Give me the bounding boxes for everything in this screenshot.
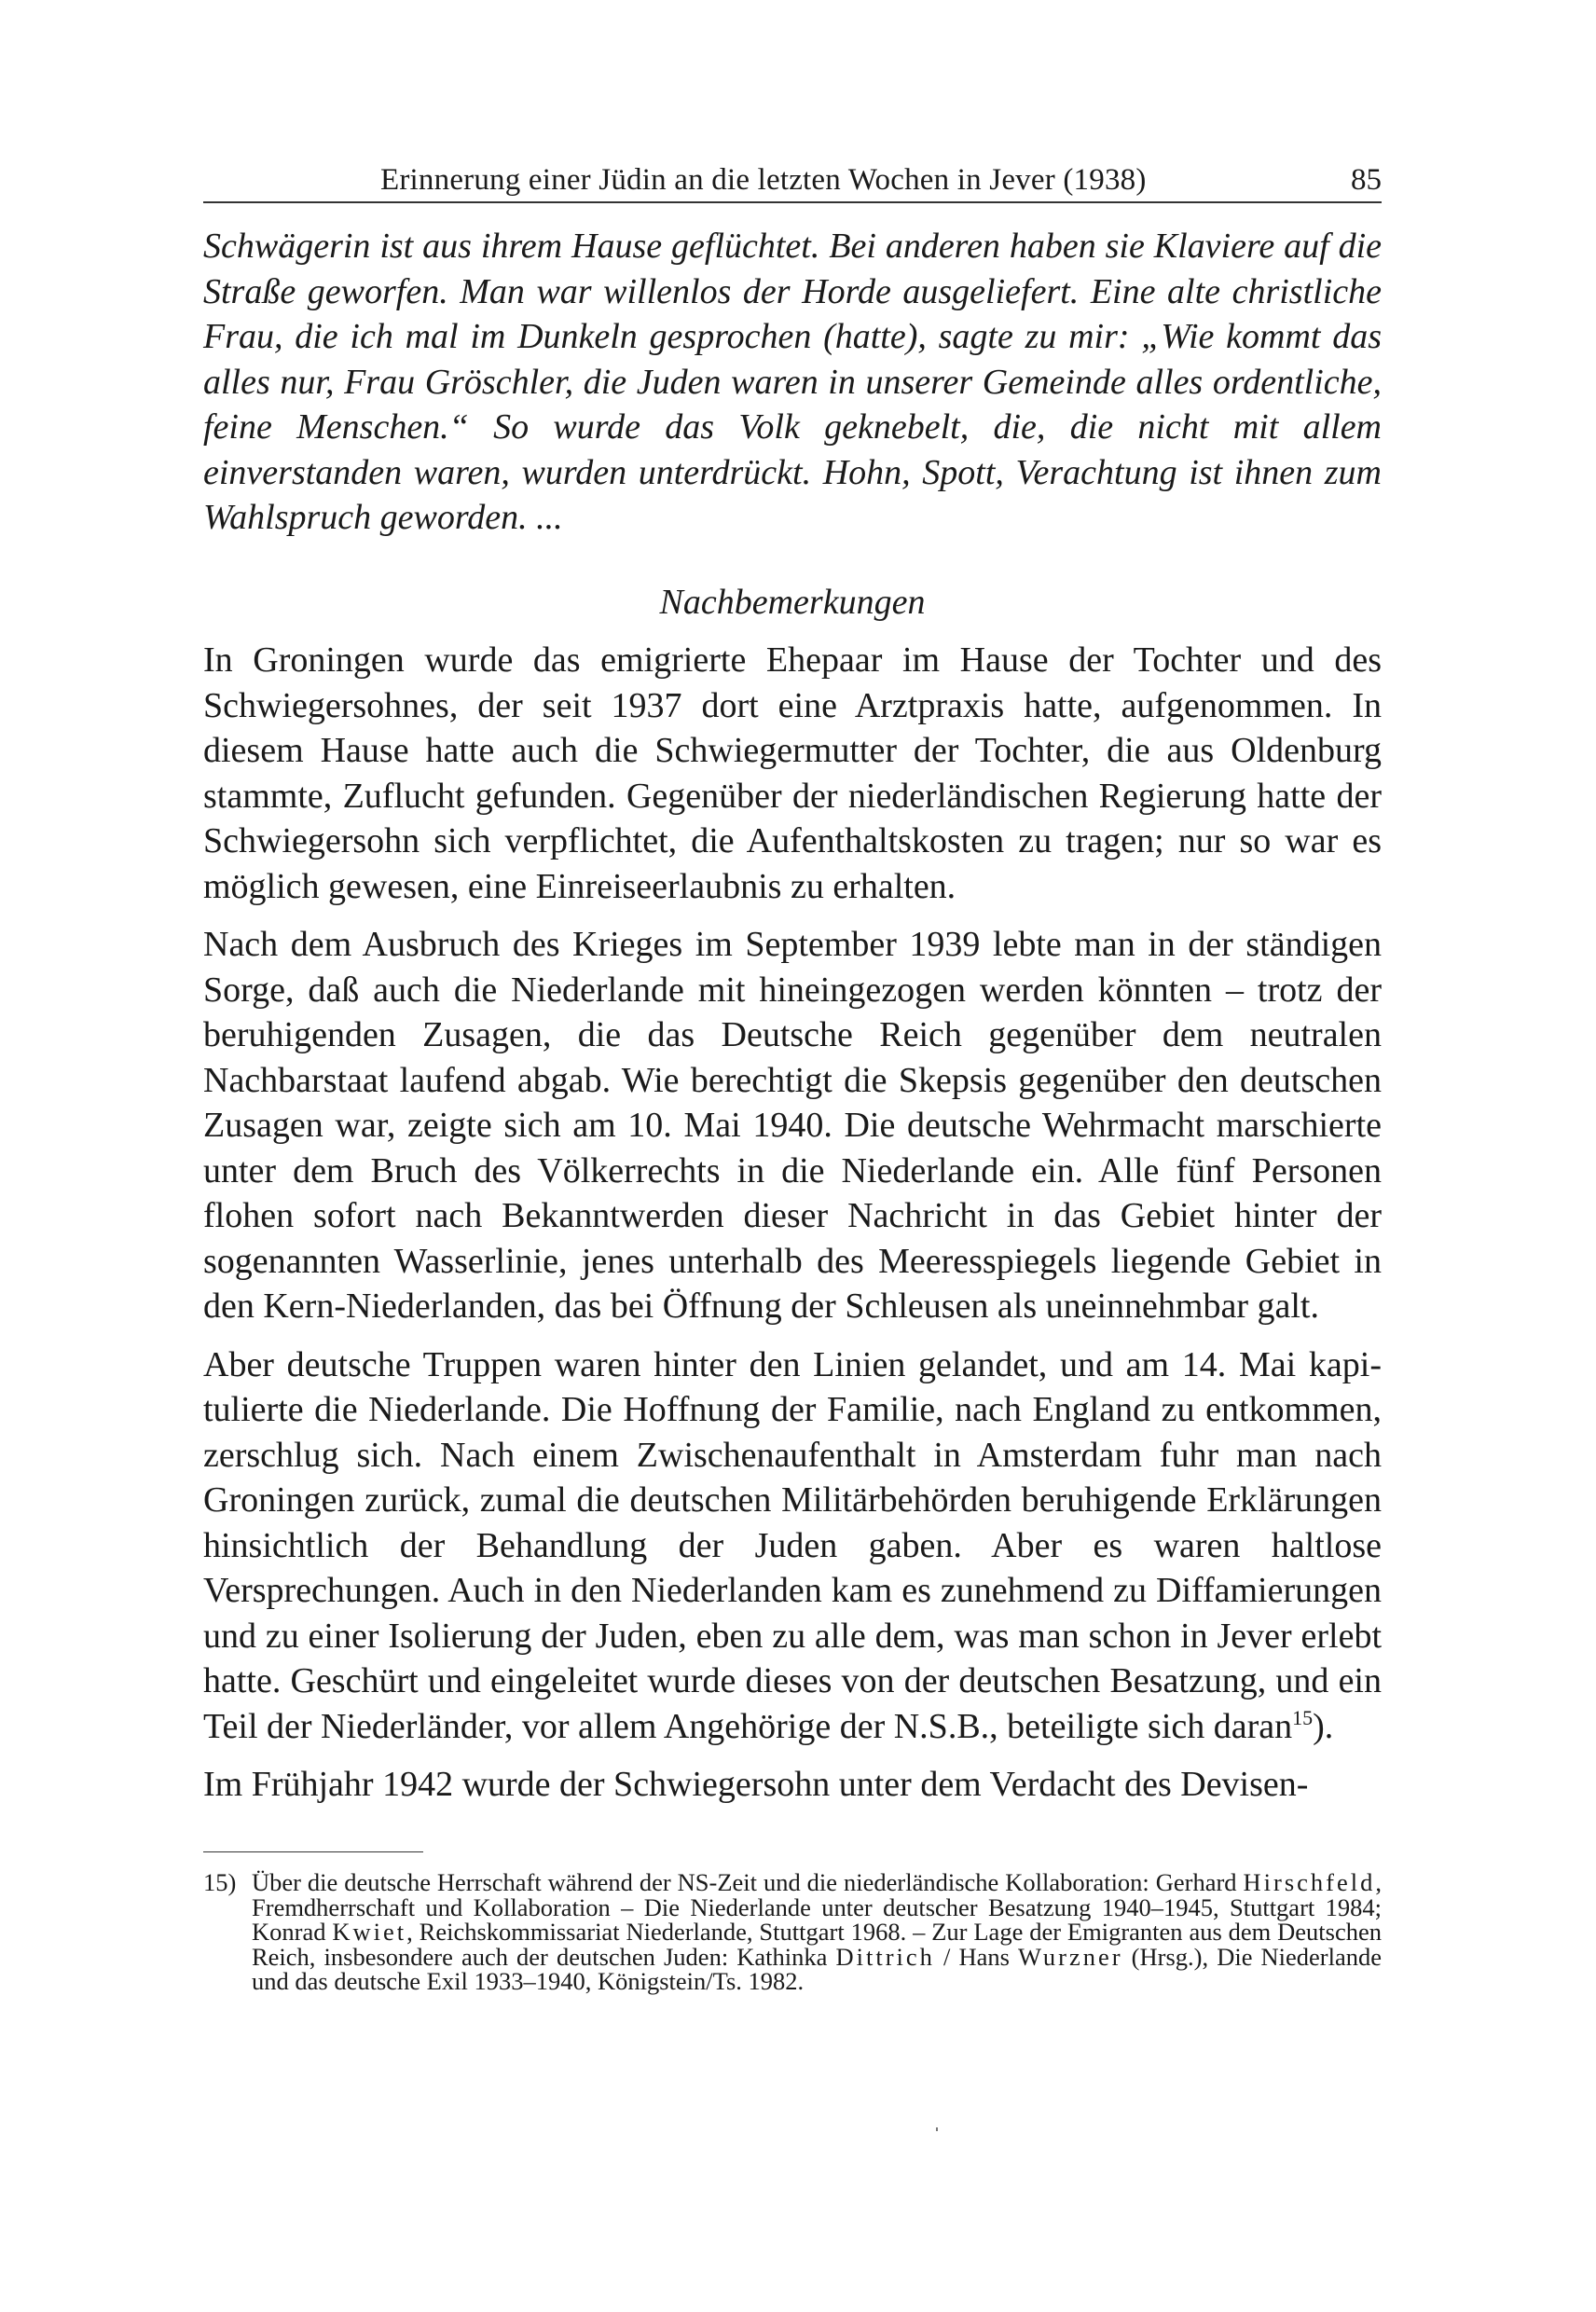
footnote-segment: (Hrsg.), Die Niederlande und das deutsche Exil 1933–1940, Königstein/Ts. 1982.	[252, 1942, 1383, 1995]
author-name: Wurzner	[1017, 1942, 1123, 1971]
running-title: Erinnerung einer Jüdin an die letzten Wochen in Jever (1938)	[380, 163, 1147, 197]
page-number: 85	[1351, 163, 1382, 197]
paragraph	[203, 1342, 1382, 1750]
main-text	[203, 224, 1382, 1808]
author-name: Hirschfeld	[1243, 1868, 1376, 1896]
footnote-text	[252, 1870, 1382, 1994]
author-name: Dittrich	[835, 1942, 935, 1971]
paragraph-text: Aber deutsche Truppen waren hinter den Linien gelandet, und am 14. Mai kapitulierte die Niederlande. Die Hoffnung der Familie, nach England zu entkommen, zerschlug sich. Nach einem Zwischenaufenthalt in Amsterdam fuhr man nach Groningen zurück, zumal die deutschen Militärbehörden beruhigende Erklärungen hinsichtlich der Behandlung der Juden gaben. Aber es waren haltlose Versprechungen. Auch in den Niederlanden kam es zunehmend zu Diffamierungen und zu einer Isolierung der Juden, eben zu alle dem, was man schon in Jever erlebt hatte. Geschürt und eingeleitet wurde dieses von der deutschen Besatzung, und ein Teil der Niederländer, vor allem Angehörige der N.S.B., beteiligte sich daran	[203, 1344, 1382, 1746]
footnote-segment: Über die deutsche Herrschaft während der NS-Zeit und die niederländische Kollaboration: Gerhard	[252, 1868, 1237, 1896]
footnote-segment: / Hans	[934, 1942, 1010, 1971]
footnote-segment: , Fremdherrschaft und Kollaboration – Die Niederlande unter deutscher Besatzung 1940–1945, Stuttgart 1984; Konrad	[252, 1868, 1382, 1946]
paragraph: Nach dem Ausbruch des Krieges im September 1939 lebte man in der ständigen Sorge, daß auch die Niederlande mit hineingezogen werden könnten – trotz der beruhigenden Zusagen, die das Deutsche Reich gegenüber dem neutralen Nachbarstaat laufend abgab. Wie berechtigt die Skepsis gegenüber den deutschen Zusagen war, zeigte sich am 10. Mai 1940. Die deutsche Wehrmacht marschierte unter dem Bruch des Völkerrechts in die Niederlande ein. Alle fünf Personen flohen sofort nach Bekanntwerden dieser Nachricht in das Gebiet hinter der sogenannten Wasserlinie, jenes unterhalb des Meeresspiegels liegende Gebiet in den Kern-Niederlanden, das bei Öffnung der Schleusen als uneinnehmbar galt.	[203, 925, 1382, 1326]
paragraph: In Groningen wurde das emigrierte Ehepaar im Hause der Tochter und des Schwiegersohnes, der seit 1937 dort eine Arztpraxis hatte, aufgenommen. In diesem Hause hatte auch die Schwiegermutter der Tochter, die aus Oldenburg stammte, Zuflucht gefunden. Gegenüber der niederländischen Regierung hatte der Schwiegersohn sich verpflichtet, die Aufenthaltskosten zu tragen; nur so war es möglich gewesen, eine Einreiseerlaubnis zu erhalten.	[203, 640, 1382, 906]
footnote-segment: , Reichskommissariat Niederlande, Stuttgart 1968. – Zur Lage der Emigranten aus dem Deutschen Reich, insbesondere auch der deutschen Juden: Kathinka	[252, 1918, 1383, 1971]
scan-speck	[936, 2127, 938, 2131]
footnote-mark: 15)	[203, 1868, 237, 1896]
quoted-passage: Schwägerin ist aus ihrem Hause geflüchtet. Bei anderen haben sie Klaviere auf die Straße geworfen. Man war willenlos der Horde ausgeliefert. Eine alte christliche Frau, die ich mal im Dunkeln gesprochen (hatte), sagte zu mir: „Wie kommt das alles nur, Frau Gröschler, die Juden waren in unserer Gemeinde alles ordentliche, feine Menschen.“ So wurde das Volk geknebelt, die, die nicht mit allem einverstanden waren, wurden unterdrückt. Hohn, Spott, Verachtung ist ihnen zum Wahlspruch geworden. ...	[203, 227, 1382, 537]
author-name: Kwiet	[332, 1918, 407, 1946]
footnote	[203, 1870, 1382, 1994]
footnote-divider	[203, 1851, 423, 1852]
paragraph: Im Frühjahr 1942 wurde der Schwiegersohn unter dem Verdacht des Devisen-	[203, 1765, 1309, 1804]
section-heading: Nachbemerkungen	[659, 582, 926, 622]
running-header	[203, 158, 1382, 203]
paragraph-text-end: ).	[1313, 1706, 1334, 1746]
footnote-reference[interactable]: 15	[1292, 1705, 1314, 1729]
